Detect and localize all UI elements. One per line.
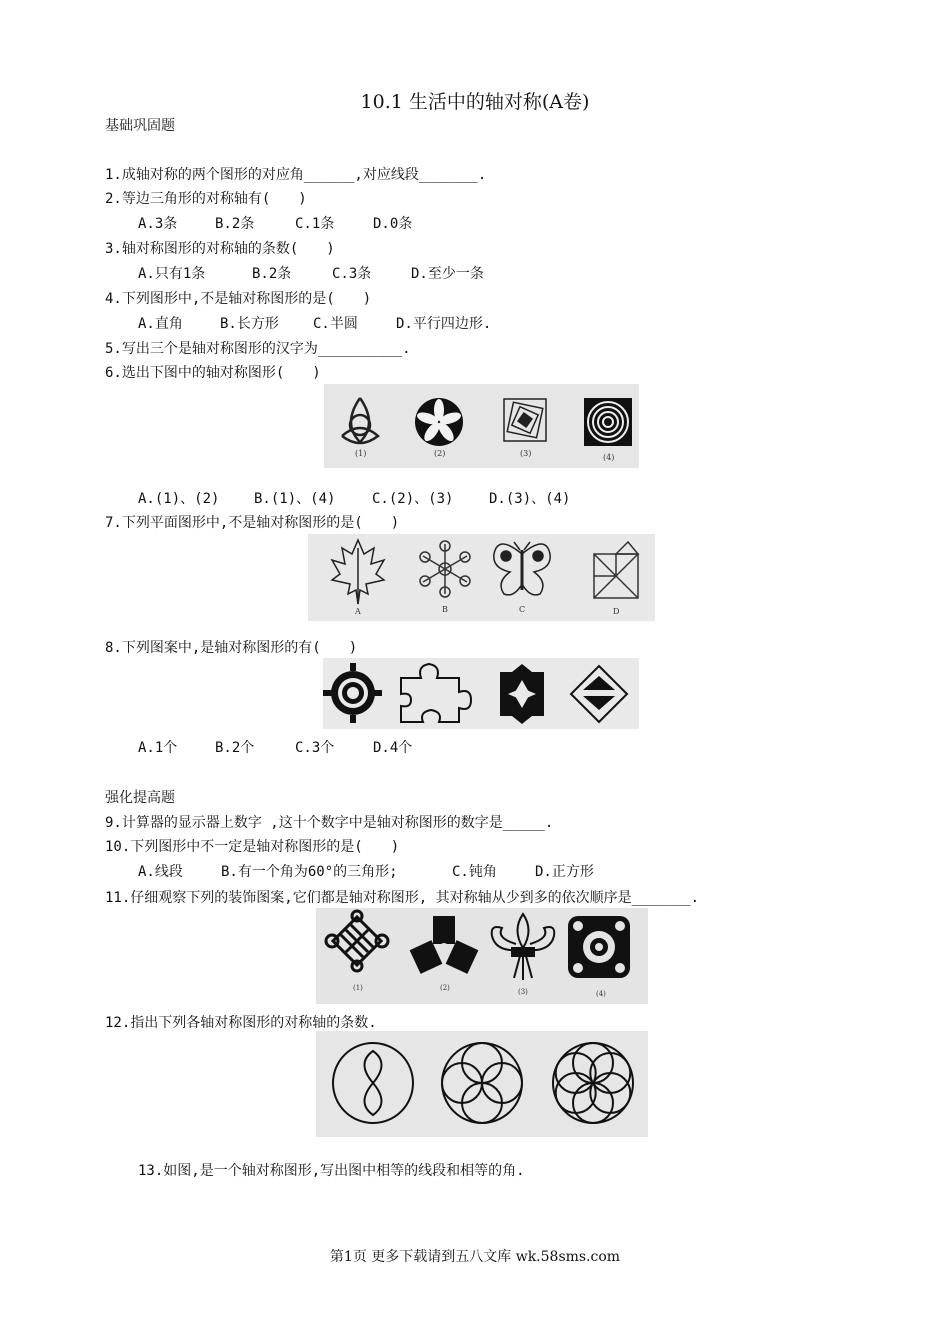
q12-six-petal-circle-icon: [553, 1043, 633, 1123]
q7-label-b: B: [442, 605, 448, 614]
page-footer: 第1页 更多下载请到五八文库 wk.58sms.com: [329, 1249, 621, 1265]
q2-option-d: D.0条: [373, 216, 413, 232]
q2-option-a: A.3条: [138, 216, 178, 232]
q2-option-c: C.1条: [295, 216, 335, 232]
q8-option-a: A.1个: [138, 740, 178, 756]
q8-figure: [323, 658, 639, 729]
question-7: 7.下列平面图形中,不是轴对称图形的是( ): [105, 515, 400, 531]
q6-spiral-squares-icon: [504, 399, 546, 441]
q3-option-a: A.只有1条: [138, 266, 206, 282]
q10-option-a: A.线段: [138, 864, 183, 880]
q7-snowflake-icon: [420, 541, 470, 597]
q6-label-3: (3): [520, 449, 532, 458]
question-9: 9.计算器的显示器上数字 ,这十个数字中是轴对称图形的数字是_____.: [105, 815, 554, 831]
q6-option-c: C.(2)、(3): [372, 491, 454, 507]
q10-option-d: D.正方形: [535, 864, 594, 880]
q6-option-d: D.(3)、(4): [489, 491, 571, 507]
q8-x-square-icon: [500, 664, 544, 724]
q8-target-emblem-icon: [323, 663, 382, 723]
q8-option-c: C.3个: [295, 740, 335, 756]
q12-figure: [316, 1031, 648, 1137]
question-2: 2.等边三角形的对称轴有( ): [105, 191, 307, 207]
q7-label-d: D: [613, 607, 620, 616]
q7-label-a: A: [355, 607, 361, 616]
q6-label-2: (2): [434, 449, 446, 458]
q11-figure: [316, 908, 648, 1004]
q3-option-b: B.2条: [252, 266, 292, 282]
q6-figure: [324, 384, 639, 468]
q3-option-c: C.3条: [332, 266, 372, 282]
question-11: 11.仔细观察下列的装饰图案,它们都是轴对称图形, 其对称轴从少到多的依次顺序是_______.: [105, 890, 699, 906]
question-13: 13.如图,是一个轴对称图形,写出图中相等的线段和相等的角.: [138, 1163, 525, 1179]
q6-label-4: (4): [603, 453, 615, 462]
question-8: 8.下列图案中,是轴对称图形的有( ): [105, 640, 358, 656]
q6-concentric-circles-icon: [585, 399, 631, 445]
q8-diamond-square-icon: [571, 666, 627, 722]
q4-option-c: C.半圆: [313, 316, 358, 332]
q11-label-1: (1): [353, 984, 363, 992]
q7-label-c: C: [519, 605, 526, 614]
q11-endless-knot-icon: [326, 911, 388, 971]
q12-two-petal-circle-icon: [333, 1043, 413, 1123]
q6-triquetra-icon: [342, 398, 378, 443]
q11-label-2: (2): [440, 984, 450, 992]
question-3: 3.轴对称图形的对称轴的条数( ): [105, 241, 335, 257]
q7-figure: [308, 534, 655, 621]
q4-option-a: A.直角: [138, 316, 183, 332]
q6-label-1: (1): [355, 449, 367, 458]
question-10: 10.下列图形中不一定是轴对称图形的是( ): [105, 839, 400, 855]
section-advanced-heading: 强化提高题: [105, 790, 175, 806]
q8-option-d: D.4个: [373, 740, 413, 756]
question-4: 4.下列图形中,不是轴对称图形的是( ): [105, 291, 372, 307]
q7-butterfly-icon: [494, 542, 550, 595]
q12-four-petal-circle-icon: [442, 1043, 522, 1123]
question-5: 5.写出三个是轴对称图形的汉字为__________.: [105, 341, 411, 357]
question-6: 6.选出下图中的轴对称图形( ): [105, 365, 321, 381]
q8-option-b: B.2个: [215, 740, 255, 756]
question-1: 1.成轴对称的两个图形的对应角______,对应线段_______.: [105, 167, 487, 183]
q6-flower-emblem-icon: [415, 398, 463, 446]
q11-label-4: (4): [596, 990, 606, 998]
q7-pinwheel-icon: [594, 542, 638, 598]
q7-maple-leaf-icon: [332, 540, 384, 604]
q10-option-c: C.钝角: [452, 864, 497, 880]
q11-tri-shield-icon: [410, 916, 479, 974]
q2-option-b: B.2条: [215, 216, 255, 232]
q4-option-d: D.平行四边形.: [396, 316, 492, 332]
q6-option-a: A.(1)、(2): [138, 491, 220, 507]
q10-option-b: B.有一个角为60°的三角形;: [221, 864, 398, 880]
q11-fleur-de-lis-icon: [492, 914, 555, 980]
question-12: 12.指出下列各轴对称图形的对称轴的条数.: [105, 1015, 377, 1031]
page-title: 10.1 生活中的轴对称(A卷): [360, 91, 590, 113]
q4-option-b: B.长方形: [220, 316, 279, 332]
q8-puzzle-piece-icon: [401, 664, 471, 722]
q6-option-b: B.(1)、(4): [254, 491, 336, 507]
section-basic-heading: 基础巩固题: [105, 118, 175, 134]
q11-label-3: (3): [518, 988, 528, 996]
q11-ornate-medallion-icon: [568, 916, 630, 978]
q3-option-d: D.至少一条: [411, 266, 484, 282]
